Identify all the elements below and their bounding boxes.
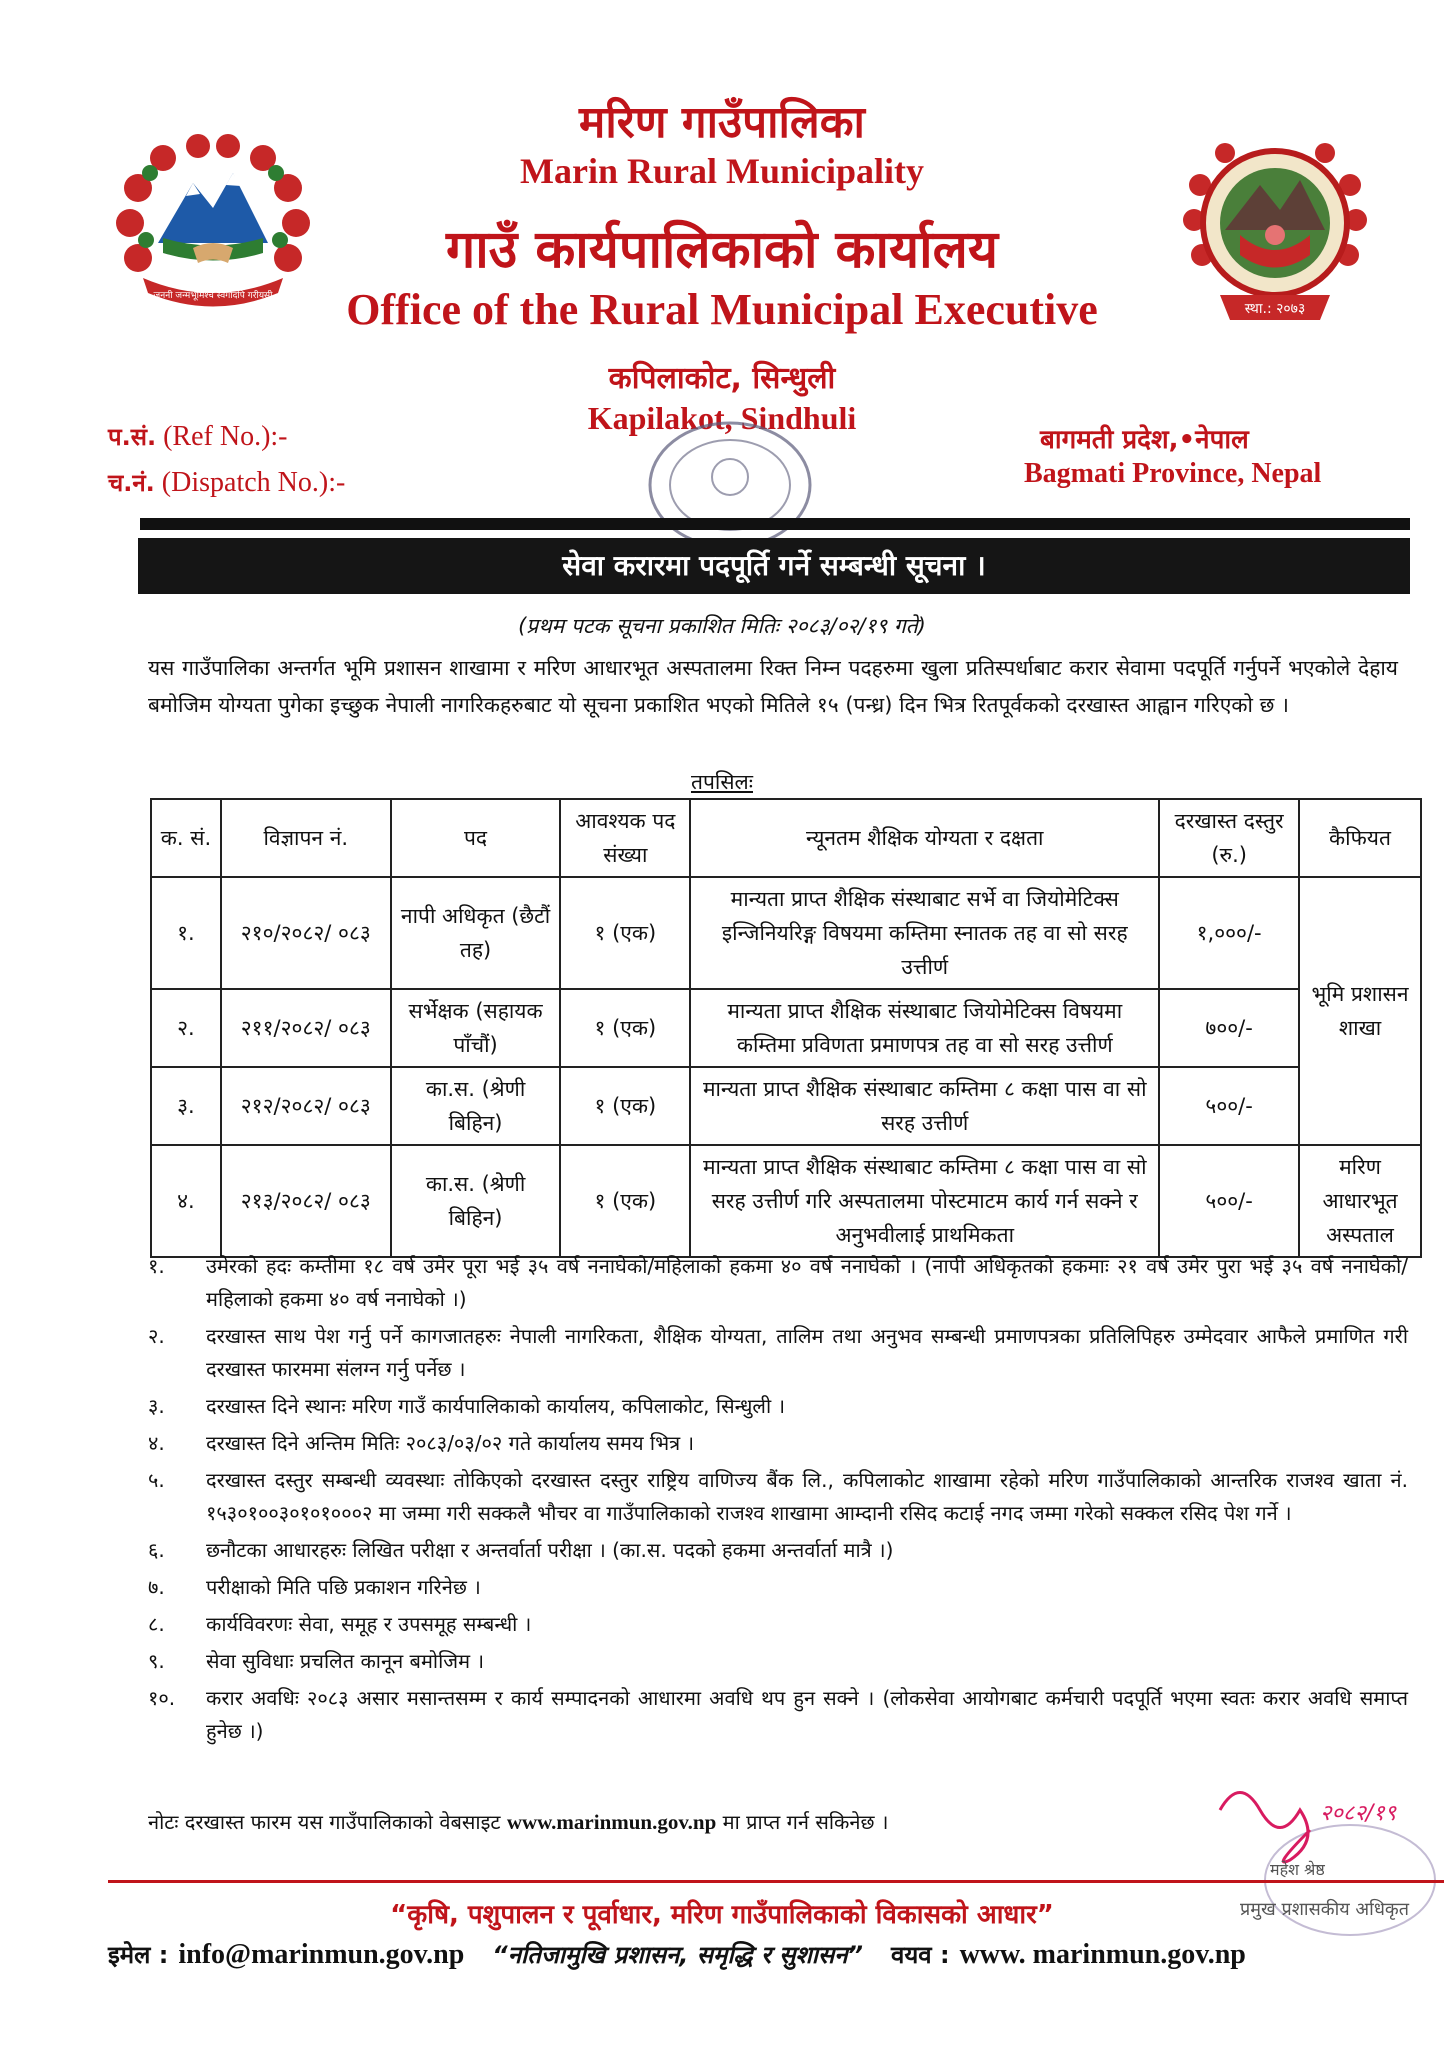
table-caption: तपसिलः [690,770,753,794]
header-remark: कैफियत [1299,799,1421,877]
table-row [151,877,1421,989]
cell-qualification: मान्यता प्राप्त शैक्षिक संस्थाबाट कम्तिमा ८ कक्षा पास वा सो सरह उत्तीर्ण [690,1067,1159,1145]
cell-qualification: मान्यता प्राप्त शैक्षिक संस्थाबाट कम्तिमा ८ कक्षा पास वा सो सरह उत्तीर्ण गरि अस्पतालमा पोस्टमाटम कार्य गर्न सक्ने र अनुभवीलाई प्राथमिकता [690,1145,1159,1257]
cell-qualification: मान्यता प्राप्त शैक्षिक संस्थाबाट जियोमेटिक्स विषयमा कम्तिमा प्रविणता प्रमाणपत्र तह वा सो सरह उत्तीर्ण [690,989,1159,1067]
header-post: पद [391,799,561,877]
cell-remark-hospital: मरिण आधारभूत अस्पताल [1299,1145,1421,1257]
emblem-motto: जननी जन्मभूमिश्च स्वर्गादपि गरीयसी [153,291,273,301]
cell-fee: १,०००/- [1159,877,1299,989]
condition-item [148,1250,1408,1316]
condition-number: २. [148,1324,165,1348]
condition-text: करार अवधिः २०८३ असार मसान्तसम्म र कार्य सम्पादनको आधारमा अवधि थप हुन सक्ने । (लोकसेवा आयोगबाट कर्मचारी पदपूर्ति भएमा स्वतः करार अवधि समाप्त हुनेछ ।) [206,1686,1408,1743]
cell-post-count: १ (एक) [560,1067,690,1145]
dispatch-label-english: (Dispatch No.):- [161,467,346,498]
cell-sn: ४. [151,1145,221,1257]
condition-number: १. [148,1254,165,1278]
cell-post: का.स. (श्रेणी बिहिन) [391,1145,561,1257]
municipality-name-nepali: मरिण गाउँपालिका [579,97,865,148]
footer-motto: “नतिजामुखि प्रशासन, समृद्धि र सुशासन” [492,1941,863,1969]
cell-sn: ३. [151,1067,221,1145]
header-adv-no: विज्ञापन नं. [221,799,391,877]
table-row [151,989,1421,1067]
header-post-count: आवश्यक पद संख्या [560,799,690,877]
cell-adv-no: २१०/२०८२/ ०८३ [221,877,391,989]
office-name-english: Office of the Rural Municipal Executive [346,285,1098,334]
cell-post: नापी अधिकृत (छैटौं तह) [391,877,561,989]
cell-adv-no: २१३/२०८२/ ०८३ [221,1145,391,1257]
cell-sn: १. [151,877,221,989]
website-label: वयव : [891,1941,950,1969]
signatory-designation: प्रमुख प्रशासकीय अधिकृत [1240,1899,1409,1920]
conditions-list [148,1250,1408,1752]
condition-text: परीक्षाको मिति पछि प्रकाशन गरिनेछ । [206,1575,481,1599]
vacancy-table [150,798,1422,1258]
notice-intro: यस गाउँपालिका अन्तर्गत भूमि प्रशासन शाखामा र मरिण आधारभूत अस्पतालमा रिक्त निम्न पदहरुमा खुला प्रतिस्पर्धाबाट करार सेवामा पदपूर्ति गर्नुपर्ने भएकोले देहाय बमोजिम योग्यता पुगेका इच्छुक नेपाली नागरिकहरुबाट यो सूचना प्रकाशित भएको मितिले १५ (पन्ध्र) दिन भित्र रितपूर्वकको दरखास्त आह्वान गरिएको छ । [148,656,1398,717]
cell-sn: २. [151,989,221,1067]
municipality-name-english: Marin Rural Municipality [520,151,924,191]
header-fee: दरखास्त दस्तुर (रु.) [1159,799,1299,877]
condition-item [148,1682,1408,1748]
province-english: Bagmati Province, Nepal [1024,458,1322,489]
signatory-name: महेश श्रेष्ठ [1270,1860,1325,1879]
footer-contact [108,1938,1444,1971]
ref-number [108,420,288,453]
cell-fee: ५००/- [1159,1145,1299,1257]
note [148,1808,888,1835]
dispatch-number [108,466,345,499]
office-stamp-icon [640,415,820,555]
condition-text: दरखास्त दिने अन्तिम मितिः २०८३/०३/०२ गते कार्यालय समय भित्र । [206,1431,695,1455]
office-name-nepali: गाउँ कार्यपालिकाको कार्यालय [446,220,998,280]
cell-post: का.स. (श्रेणी बिहिन) [391,1067,561,1145]
condition-text: कार्यविवरणः सेवा, समूह र उपसमूह सम्बन्धी । [206,1612,532,1636]
condition-item [148,1390,1408,1423]
signature-stroke [1220,1793,1310,1863]
condition-item [148,1320,1408,1386]
table-row [151,1145,1421,1257]
dispatch-label-nepali: च.नं. [108,469,155,497]
notice-publish-date: (प्रथम पटक सूचना प्रकाशित मितिः २०८३/०२/१९ गते) [518,614,926,638]
condition-text: दरखास्त साथ पेश गर्नु पर्ने कागजातहरुः नेपाली नागरिकता, शैक्षिक योग्यता, तालिम तथा अनुभव सम्बन्धी प्रमाणपत्रका प्रतिलिपिहरु उम्मेदवार आफैले प्रमाणित गरी दरखास्त फारममा संलग्न गर्नु पर्नेछ । [206,1324,1408,1381]
table-header-row [151,799,1421,877]
cell-post: सर्भेक्षक (सहायक पाँचौं) [391,989,561,1067]
cell-adv-no: २१२/२०८२/ ०८३ [221,1067,391,1145]
condition-number: १०. [148,1686,176,1710]
province-nepali: बागमती प्रदेश,•नेपाल [1040,425,1249,455]
footer-divider [108,1880,1444,1883]
cell-post-count: १ (एक) [560,1145,690,1257]
condition-item [148,1608,1408,1641]
condition-item [148,1427,1408,1460]
header-qualification: न्यूनतम शैक्षिक योग्यता र दक्षता [690,799,1159,877]
condition-item [148,1464,1408,1530]
condition-text: छनौटका आधारहरुः लिखित परीक्षा र अन्तर्वार्ता परीक्षा । (का.स. पदको हकमा अन्तर्वार्ता मात्रै ।) [206,1538,894,1562]
email-label: इमेल : [108,1941,169,1969]
condition-number: ९. [148,1649,165,1673]
condition-number: ७. [148,1575,165,1599]
condition-number: ३. [148,1394,165,1418]
ref-label-nepali: प.सं. [108,423,157,451]
notice-title: सेवा करारमा पदपूर्ति गर्ने सम्बन्धी सूचना । [138,538,1410,594]
condition-item [148,1534,1408,1567]
condition-number: ६. [148,1538,165,1562]
condition-text: दरखास्त दिने स्थानः मरिण गाउँ कार्यपालिकाको कार्यालय, कपिलाकोट, सिन्धुली । [206,1394,786,1418]
email-link[interactable]: info@marinmun.gov.np [178,1939,465,1970]
condition-number: ८. [148,1612,165,1636]
cell-adv-no: २११/२०८२/ ०८३ [221,989,391,1067]
cell-remark-land-admin: भूमि प्रशासन शाखा [1299,877,1421,1145]
condition-number: ५. [148,1468,165,1492]
note-website-link[interactable]: www.marinmun.gov.np [506,1810,717,1834]
condition-text: उमेरको हदः कम्तीमा १८ वर्ष उमेर पूरा भई ३५ वर्ष ननाघेको/महिलाको हकमा ४० वर्ष ननाघेको । (नापी अधिकृतको हकमाः २१ वर्ष उमेर पुरा भई ३५ वर्ष ननाघेको/महिलाको हकमा ४० वर्ष ननाघेको ।) [206,1254,1408,1311]
condition-text: दरखास्त दस्तुर सम्बन्धी व्यवस्थाः तोकिएको दरखास्त दस्तुर राष्ट्रिय वाणिज्य बैंक लि., कपिलाकोट शाखामा रहेको मरिण गाउँपालिकाको आन्तरिक राजश्व खाता नं. १५३०१००३०१०१०००२ मा जम्मा गरी सक्कलै भौचर वा गाउँपालिकाको राजश्व शाखामा आम्दानी रसिद कटाई नगद जम्मा गरेको सक्कल रसिद पेश गर्ने । [206,1468,1408,1525]
footer-slogan: “कृषि, पशुपालन र पूर्वाधार, मरिण गाउँपालिकाको विकासको आधार” [390,1900,1054,1930]
location-nepali: कपिलाकोट, सिन्धुली [608,361,836,396]
note-prefix: नोटः दरखास्त फारम यस गाउँपालिकाको वेबसाइट [148,1810,501,1834]
website-link[interactable]: www. marinmun.gov.np [959,1939,1246,1970]
condition-text: सेवा सुविधाः प्रचलित कानून बमोजिम । [206,1649,485,1673]
ref-label-english: (Ref No.):- [163,421,288,452]
condition-item [148,1645,1408,1678]
logo-established-year: स्था.: २०७३ [1244,301,1306,317]
note-suffix: मा प्राप्त गर्न सकिनेछ । [722,1810,889,1834]
header-divider [140,518,1410,530]
condition-number: ४. [148,1431,165,1455]
cell-fee: ७००/- [1159,989,1299,1067]
cell-qualification: मान्यता प्राप्त शैक्षिक संस्थाबाट सर्भे वा जियोमेटिक्स इन्जिनियरिङ्ग विषयमा कम्तिमा स्नातक तह वा सो सरह उत्तीर्ण [690,877,1159,989]
location-english: Kapilakot, Sindhuli [587,400,857,436]
table-row [151,1067,1421,1145]
cell-post-count: १ (एक) [560,877,690,989]
signature-date: २०८२/१९ [1320,1801,1397,1826]
cell-fee: ५००/- [1159,1067,1299,1145]
cell-post-count: १ (एक) [560,989,690,1067]
condition-item [148,1571,1408,1604]
header-sn: क. सं. [151,799,221,877]
